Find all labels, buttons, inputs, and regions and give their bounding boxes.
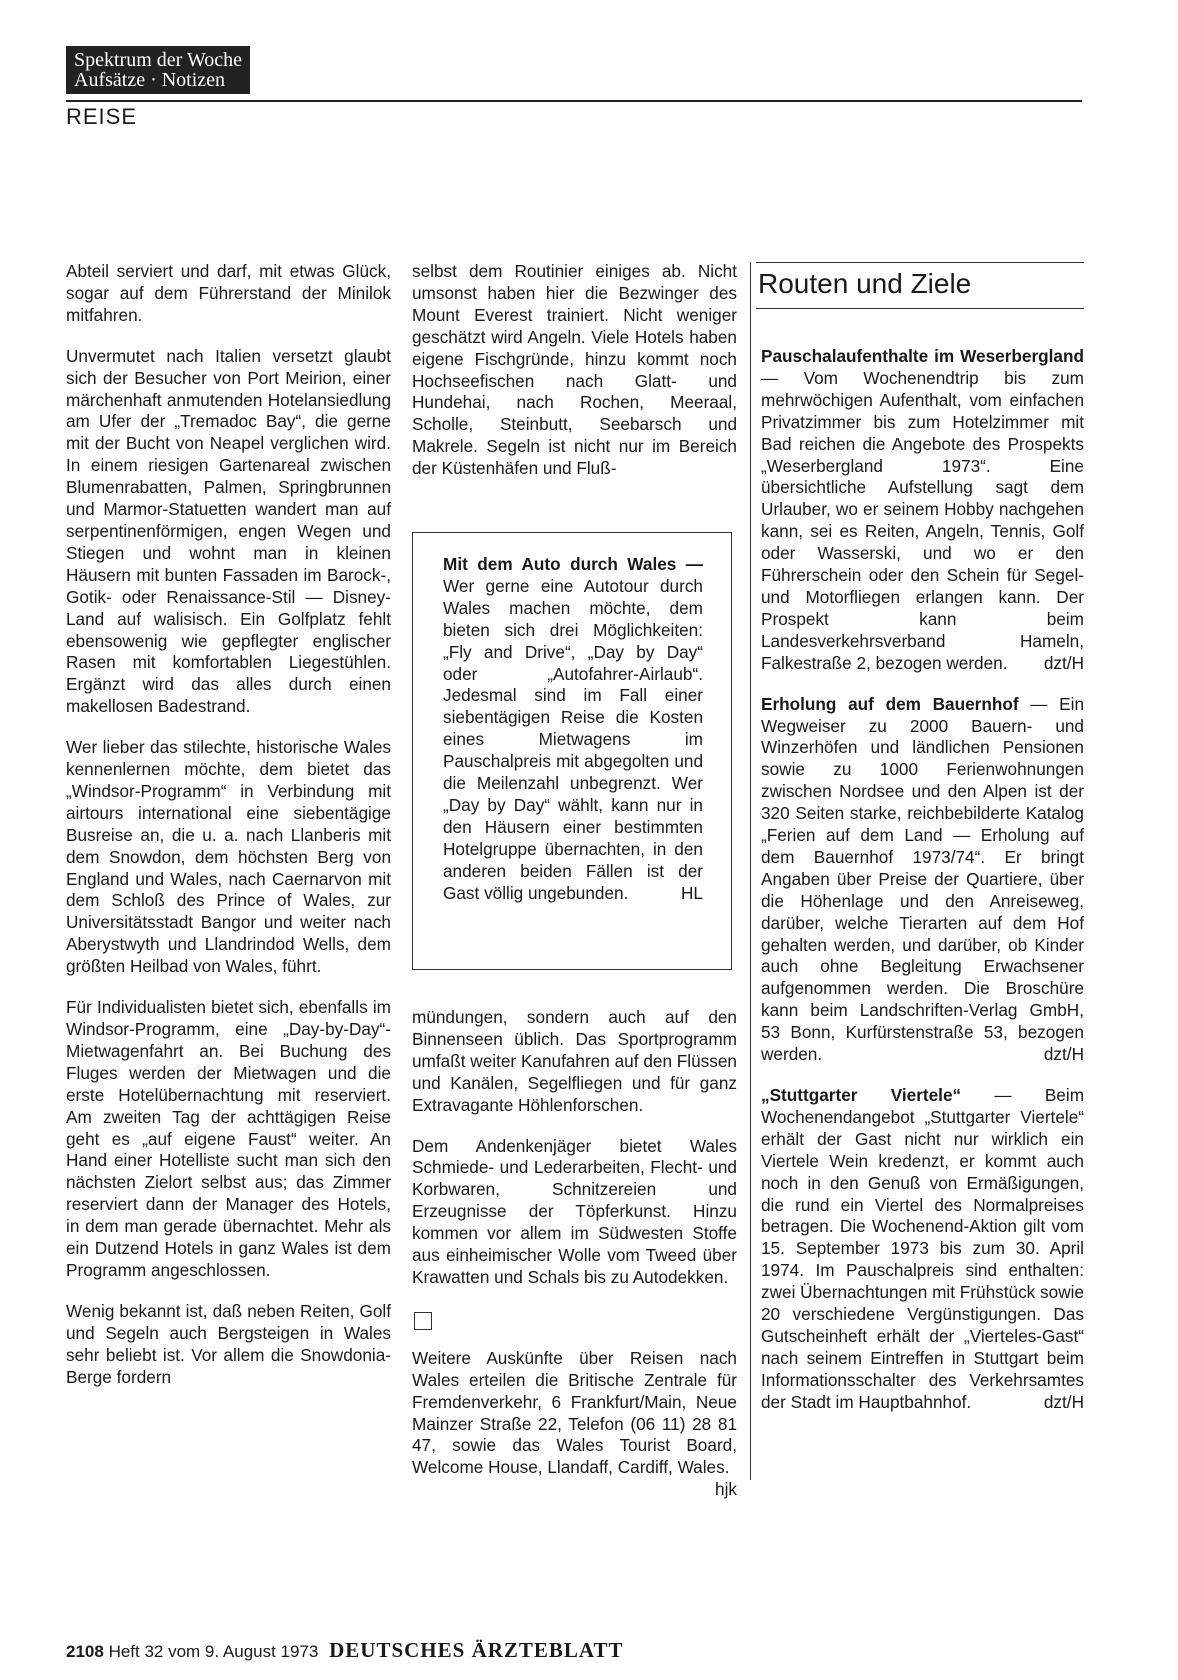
article-3 xyxy=(761,1085,1084,1414)
signature: dzt/H xyxy=(1043,652,1084,673)
signature: HL xyxy=(681,882,703,903)
paragraph: Dem Andenkenjäger bietet Wales Schmiede- und Lederarbeiten, Flecht- und Korbwaren, Schnitzereien und Erzeugnisse der Töpferkunst. Hinzu kommen vor allem im Südwesten Stoffe aus einheimischer Wolle vom Tweed über Krawatten und Schals bis zu Autodekken. xyxy=(412,1135,737,1287)
section-badge xyxy=(66,46,250,94)
article-1 xyxy=(761,346,1084,675)
article-heading: Erholung auf dem Bauernhof xyxy=(761,693,1019,714)
end-mark-square xyxy=(414,1312,432,1330)
column-1 xyxy=(66,261,391,1408)
paragraph: Für Individualisten bietet sich, ebenfalls im Windsor-Programm, eine „Day-by-Day“-Mietwagenfahrt an. Bei Buchung des Fluges werden der Mietwagen und die erste Hotelübernachtung mit reserviert. Am zweiten Tag der achttägigen Reise geht es „auf eigene Faust“ weiter. An Hand einer Hotelliste sucht man sich den nächsten Zielort selbst aus; das Zimmer reserviert dann der Manager des Hotels, in dem man gerade übernachtet. Mehr als ein Dutzend Hotels in ganz Wales ist dem Programm angeschlossen. xyxy=(66,997,391,1280)
column-2-top xyxy=(412,261,737,499)
column-divider xyxy=(750,262,751,1480)
paragraph: mündungen, sondern auch auf den Binnenseen üblich. Das Sportprogramm umfaßt weiter Kanufahren auf den Flüssen und Kanälen, Segelfliegen und für ganz Extravagante Höhlenforschen. xyxy=(412,1007,737,1115)
article-2 xyxy=(761,694,1084,1066)
article-heading: „Stuttgarter Viertele“ xyxy=(761,1085,962,1105)
paragraph: Wenig bekannt ist, daß neben Reiten, Golf und Segeln auch Bergsteigen in Wales sehr beliebt ist. Vor allem die Snowdonia-Berge fordern xyxy=(66,1300,391,1387)
article-text: — Vom Wochenendtrip bis zum mehrwöchigen Aufenthalt, vom einfachen Privatzimmer bis zum Hotelzimmer mit Bad reichen die Angebote des Prospekts „Weserbergland 1973“. Eine übersichtliche Aufstellung sagt dem Urlauber, wo er seinem Hobby nachgehen kann, sei es Reiten, Angeln, Tennis, Golf oder Wasserski, und wo er den Führerschein oder den Schein für Segel- und Motorfliegen erlangen kann. Der Prospekt kann beim Landesverkehrsverband Hameln, Falkestraße 2, bezogen werden. xyxy=(761,367,1084,673)
sidebar-box-title: Mit dem Auto durch Wales — xyxy=(443,554,703,574)
column-2-bottom xyxy=(412,1007,737,1501)
badge-line-1: Spektrum der Woche xyxy=(74,49,242,71)
paragraph: selbst dem Routinier einiges ab. Nicht umsonst haben hier die Bezwinger des Mount Everest trainiert. Nicht weniger geschätzt wird Angeln. Viele Hotels haben eigene Fischgründe, hinzu kommt noch Hochseefischen nach Glatt- und Hundehai, nach Rochen, Meeraal, Scholle, Steinbutt, Seebarsch und Makrele. Segeln ist nicht nur im Bereich der Küstenhäfen und Fluß- xyxy=(412,261,737,479)
header-rule xyxy=(66,100,1082,102)
article-text: — Beim Wochenendangebot „Stuttgarter Viertele“ erhält der Gast nicht nur wirklich ein Viertele Wein kredenzt, er kommt auch noch in den Genuß von Ermäßigungen, die rund ein Viertel des Normalpreises betragen. Die Wochenend-Aktion gilt vom 15. September 1973 bis zum 30. April 1974. Im Pauschalpreis sind enthalten: zwei Übernachtungen mit Frühstück sowie 20 verschiedene Vergünstigungen. Das Gutscheinheft erhält der „Vierteles-Gast“ nach seinem Eintreffen in Stuttgart beim Informationsschalter des Verkehrsamtes der Stadt im Hauptbahnhof. xyxy=(761,1085,1085,1412)
paragraph: Wer lieber das stilechte, historische Wales kennenlernen möchte, dem bietet das „Windsor-Programm“ in Verbindung mit airtours international eine siebentägige Busreise an, die u. a. nach Llanberis mit dem Snowdon, dem höchsten Berg von England und Wales, nach Caernarvon mit dem Schloß des Prince of Wales, zur Universitätsstadt Bangor und weiter nach Aberystwyth und Llandrindod Wells, dem größten Heilbad von Wales, führt. xyxy=(66,737,391,977)
article-heading: Pauschalaufenthalte im Weserbergland xyxy=(761,346,1084,366)
page-number: 2108 xyxy=(66,1642,104,1661)
paragraph: Unvermutet nach Italien versetzt glaubt sich der Besucher von Port Meirion, einer märchenhaft anmutenden Hotelansiedlung am Ufer der „Tremadoc Bay“, die gerne mit der Bucht von Neapel verglichen wird. In einem riesigen Gartenareal zwischen Blumenrabatten, Palmen, Springbrunnen und Marmor-Statuetten wandert man auf serpentinenförmigen, engen Wegen und Stiegen und wohnt man in kleinen Häusern mit bunten Fassaden im Barock-, Gotik- oder Renaissance-Stil — Disney-Land auf walisisch. Ein Golfplatz fehlt ebensowenig wie gepflegter englischer Rasen mit komfortablen Liegestühlen. Ergänzt wird das alles durch einen makellosen Badestrand. xyxy=(66,345,391,717)
signature: hjk xyxy=(715,1479,737,1500)
title-rule-top xyxy=(756,262,1084,263)
issue-info: Heft 32 vom 9. August 1973 xyxy=(108,1642,319,1661)
paragraph: Abteil serviert und darf, mit etwas Glück, sogar auf dem Führerstand der Minilok mitfahren. xyxy=(66,261,391,325)
section-title: REISE xyxy=(66,104,138,129)
column-3 xyxy=(761,346,1084,1433)
sidebar-box xyxy=(412,532,732,970)
title-rule-bottom xyxy=(756,308,1084,309)
paragraph: Weitere Auskünfte über Reisen nach Wales erteilen die Britische Zentrale für Fremdenverkehr, 6 Frankfurt/Main, Neue Mainzer Straße 22, Telefon (06 11) 28 81 47, sowie das Wales Tourist Board, Welcome House, Llandaff, Cardiff, Wales. hjk xyxy=(412,1347,737,1500)
signature: dzt/H xyxy=(1043,1391,1084,1412)
column-3-title: Routen und Ziele xyxy=(758,268,972,299)
signature: dzt/H xyxy=(1043,1044,1084,1065)
badge-line-2: Aufsätze · Notizen xyxy=(74,69,226,91)
sidebar-box-text: Wer gerne eine Autotour durch Wales machen möchte, dem bieten sich drei Möglichkeiten: „Fly and Drive“, „Day by Day“ oder „Autofahrer-Airlaub“. Jedesmal sind im Fall einer siebentägigen Reise die Kosten eines Mietwagens im Pauschalpreis mit abgegolten und die Meilenzahl unbegrenzt. Wer „Day by Day“ wählt, kann nur in den Häusern einer bestimmten Hotelgruppe übernachten, in den anderen beiden Fällen ist der Gast völlig ungebunden. xyxy=(443,575,703,903)
masthead: DEUTSCHES ÄRZTEBLATT xyxy=(329,1638,624,1662)
article-text: — Ein Wegweiser zu 2000 Bauern- und Winzerhöfen und ländlichen Pensionen sowie zu 1000 Ferienwohnungen zwischen Nordsee und den Alpen ist der 320 Seiten starke, reichbebilderte Katalog „Ferien auf dem Land — Erholung auf dem Bauernhof 1973/74“. Er bringt Angaben über Preise der Quartiere, über die Höhenlage und den Anreiseweg, darüber, welche Tierarten auf dem Hof gehalten werden, und darüber, ob Kinder auch ohne Begleitung Erwachsener aufgenommen werden. Die Broschüre kann beim Landschriften-Verlag GmbH, 53 Bonn, Kurfürstenstraße 53, bezogen werden. xyxy=(761,693,1085,1065)
sidebar-box-content xyxy=(443,554,703,905)
page-footer xyxy=(66,1638,624,1663)
